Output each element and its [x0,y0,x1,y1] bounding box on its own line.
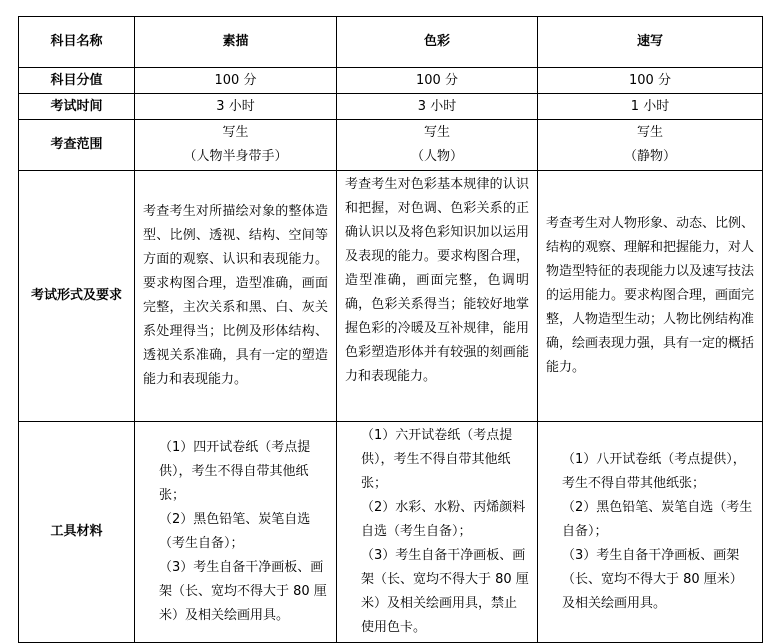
tools-item: （2）黑色铅笔、炭笔自选（考生自备）； [159,512,311,551]
tools-item: （1）四开试卷纸（考点提供），考生不得自带其他纸张； [159,440,311,503]
scope-type: 写生 [423,125,450,140]
format-text: 考查考生对所描绘对象的整体造型、比例、透视、结构、空间等方面的观察、认识和表现能力。要求构图合理，造型准确，画面完整，主次关系和黑、白、灰关系处理得当；比例及形体结构、透视关系准确，具有一定的塑造能力和表现能力。 [135,171,337,422]
tools-row [19,422,763,643]
duration-value: 3 小时 [337,94,538,120]
scope-subject: （人物半身带手） [183,149,288,164]
duration-value: 1 小时 [538,94,763,120]
tools-item: （3）考生自备干净画板、画架（长、宽均不得大于 80 厘米）及相关绘画用具。 [562,548,743,611]
scope-subject: （静物） [623,149,676,164]
scope-cell [135,120,337,171]
scope-type: 写生 [636,125,663,140]
tools-item: （3）考生自备干净画板、画架（长、宽均不得大于 80 厘米）及相关绘画用具，禁止使用色卡。 [361,548,529,635]
header-row-label: 科目名称 [19,17,135,68]
tools-label: 工具材料 [19,422,135,643]
scope-label: 考查范围 [19,120,135,171]
score-value: 100 分 [337,68,538,94]
tools-item: （2）黑色铅笔、炭笔自选（考生自备）； [562,500,753,539]
tools-cell [337,422,538,643]
score-label: 科目分值 [19,68,135,94]
scope-cell [538,120,763,171]
subject-sketch-header: 素描 [135,17,337,68]
score-value: 100 分 [538,68,763,94]
subject-color-header: 色彩 [337,17,538,68]
score-row [19,68,763,94]
header-row [19,17,763,68]
tools-item: （2）水彩、水粉、丙烯颜料自选（考生自备）； [361,500,526,539]
format-row [19,171,763,422]
tools-item: （1）六开试卷纸（考点提供），考生不得自带其他纸张； [361,428,513,491]
subject-quicksketch-header: 速写 [538,17,763,68]
duration-value: 3 小时 [135,94,337,120]
tools-cell [538,422,763,643]
duration-row [19,94,763,120]
duration-label: 考试时间 [19,94,135,120]
tools-cell [135,422,337,643]
tools-item: （3）考生自备干净画板、画架（长、宽均不得大于 80 厘米）及相关绘画用具。 [159,560,327,623]
scope-subject: （人物） [410,149,463,164]
exam-subjects-table [18,16,763,643]
score-value: 100 分 [135,68,337,94]
format-text: 考查考生对人物形象、动态、比例、结构的观察、理解和把握能力，对人物造型特征的表现能力以及速写技法的运用能力。要求构图合理，画面完整，人物造型生动；人物比例结构准确，绘画表现力强，具有一定的概括能力。 [538,171,763,422]
scope-cell [337,120,538,171]
format-text: 考查考生对色彩基本规律的认识和把握，对色调、色彩关系的正确认识以及将色彩知识加以运用及表现的能力。要求构图合理，造型准确，画面完整，色调明确，色彩关系得当；能较好地掌握色彩的冷暖及互补规律，能用色彩塑造形体并有较强的刻画能力和表现能力。 [337,171,538,422]
format-label: 考试形式及要求 [19,171,135,422]
tools-item: （1）八开试卷纸（考点提供），考生不得自带其他纸张； [562,452,746,491]
scope-type: 写生 [222,125,249,140]
scope-row [19,120,763,171]
